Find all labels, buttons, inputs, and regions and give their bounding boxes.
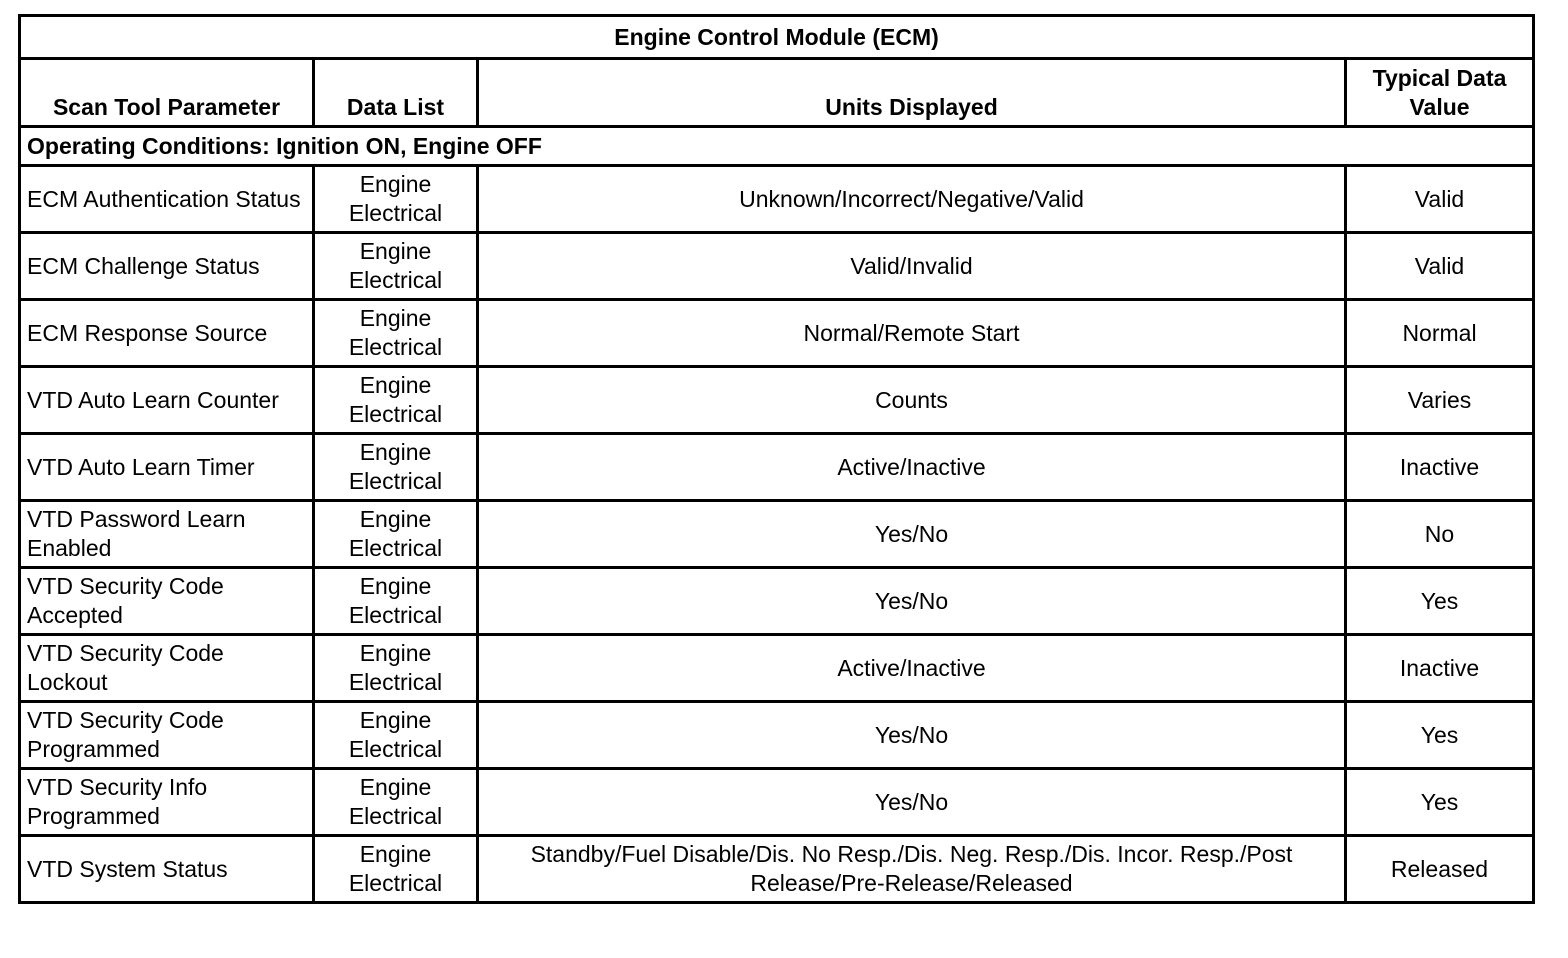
table-row: [20, 702, 1534, 769]
units-cell: Unknown/Incorrect/Negative/Valid: [478, 166, 1346, 233]
data-list-cell: Engine Electrical: [314, 434, 478, 501]
column-header-data-list: Data List: [314, 59, 478, 127]
typical-value-cell: Valid: [1346, 166, 1534, 233]
operating-conditions-label: Operating Conditions: Ignition ON, Engine OFF: [20, 127, 1534, 166]
column-header-typical-value: Typical Data Value: [1346, 59, 1534, 127]
parameter-cell: VTD Password Learn Enabled: [20, 501, 314, 568]
parameter-cell: VTD Security Code Accepted: [20, 568, 314, 635]
table-row: [20, 166, 1534, 233]
units-cell: Yes/No: [478, 769, 1346, 836]
table-row: [20, 836, 1534, 903]
units-cell: Yes/No: [478, 501, 1346, 568]
typical-value-cell: Yes: [1346, 702, 1534, 769]
parameter-cell: ECM Response Source: [20, 300, 314, 367]
data-list-cell: Engine Electrical: [314, 300, 478, 367]
typical-value-cell: Normal: [1346, 300, 1534, 367]
typical-value-cell: Inactive: [1346, 635, 1534, 702]
parameter-cell: VTD Security Code Programmed: [20, 702, 314, 769]
table-title-row: [20, 16, 1534, 59]
parameter-cell: VTD Security Code Lockout: [20, 635, 314, 702]
typical-value-cell: Released: [1346, 836, 1534, 903]
table-row: [20, 635, 1534, 702]
typical-value-cell: Yes: [1346, 568, 1534, 635]
parameter-cell: VTD Security Info Programmed: [20, 769, 314, 836]
units-cell: Active/Inactive: [478, 635, 1346, 702]
units-cell: Counts: [478, 367, 1346, 434]
condition-row: [20, 127, 1534, 166]
ecm-data-table: [18, 14, 1535, 904]
parameter-cell: VTD Auto Learn Timer: [20, 434, 314, 501]
typical-value-cell: Inactive: [1346, 434, 1534, 501]
table-title: Engine Control Module (ECM): [20, 16, 1534, 59]
typical-value-cell: Valid: [1346, 233, 1534, 300]
parameter-cell: VTD System Status: [20, 836, 314, 903]
typical-value-cell: Varies: [1346, 367, 1534, 434]
data-list-cell: Engine Electrical: [314, 836, 478, 903]
units-cell: Valid/Invalid: [478, 233, 1346, 300]
table-row: [20, 434, 1534, 501]
units-cell: Active/Inactive: [478, 434, 1346, 501]
column-header-units: Units Displayed: [478, 59, 1346, 127]
table-row: [20, 300, 1534, 367]
table-row: [20, 367, 1534, 434]
data-list-cell: Engine Electrical: [314, 635, 478, 702]
table-row: [20, 568, 1534, 635]
data-list-cell: Engine Electrical: [314, 367, 478, 434]
units-cell: Normal/Remote Start: [478, 300, 1346, 367]
column-header-parameter: Scan Tool Parameter: [20, 59, 314, 127]
data-list-cell: Engine Electrical: [314, 769, 478, 836]
parameter-cell: ECM Authentication Status: [20, 166, 314, 233]
typical-value-cell: No: [1346, 501, 1534, 568]
data-list-cell: Engine Electrical: [314, 702, 478, 769]
data-list-cell: Engine Electrical: [314, 501, 478, 568]
data-list-cell: Engine Electrical: [314, 233, 478, 300]
data-list-cell: Engine Electrical: [314, 166, 478, 233]
ecm-data-table-container: [18, 14, 1534, 904]
table-row: [20, 233, 1534, 300]
parameter-cell: ECM Challenge Status: [20, 233, 314, 300]
typical-value-cell: Yes: [1346, 769, 1534, 836]
units-cell: Standby/Fuel Disable/Dis. No Resp./Dis. Neg. Resp./Dis. Incor. Resp./Post Release/Pre-Release/Released: [478, 836, 1346, 903]
units-cell: Yes/No: [478, 702, 1346, 769]
table-body: [20, 166, 1534, 903]
units-cell: Yes/No: [478, 568, 1346, 635]
table-row: [20, 501, 1534, 568]
parameter-cell: VTD Auto Learn Counter: [20, 367, 314, 434]
data-list-cell: Engine Electrical: [314, 568, 478, 635]
column-header-row: [20, 59, 1534, 127]
table-row: [20, 769, 1534, 836]
